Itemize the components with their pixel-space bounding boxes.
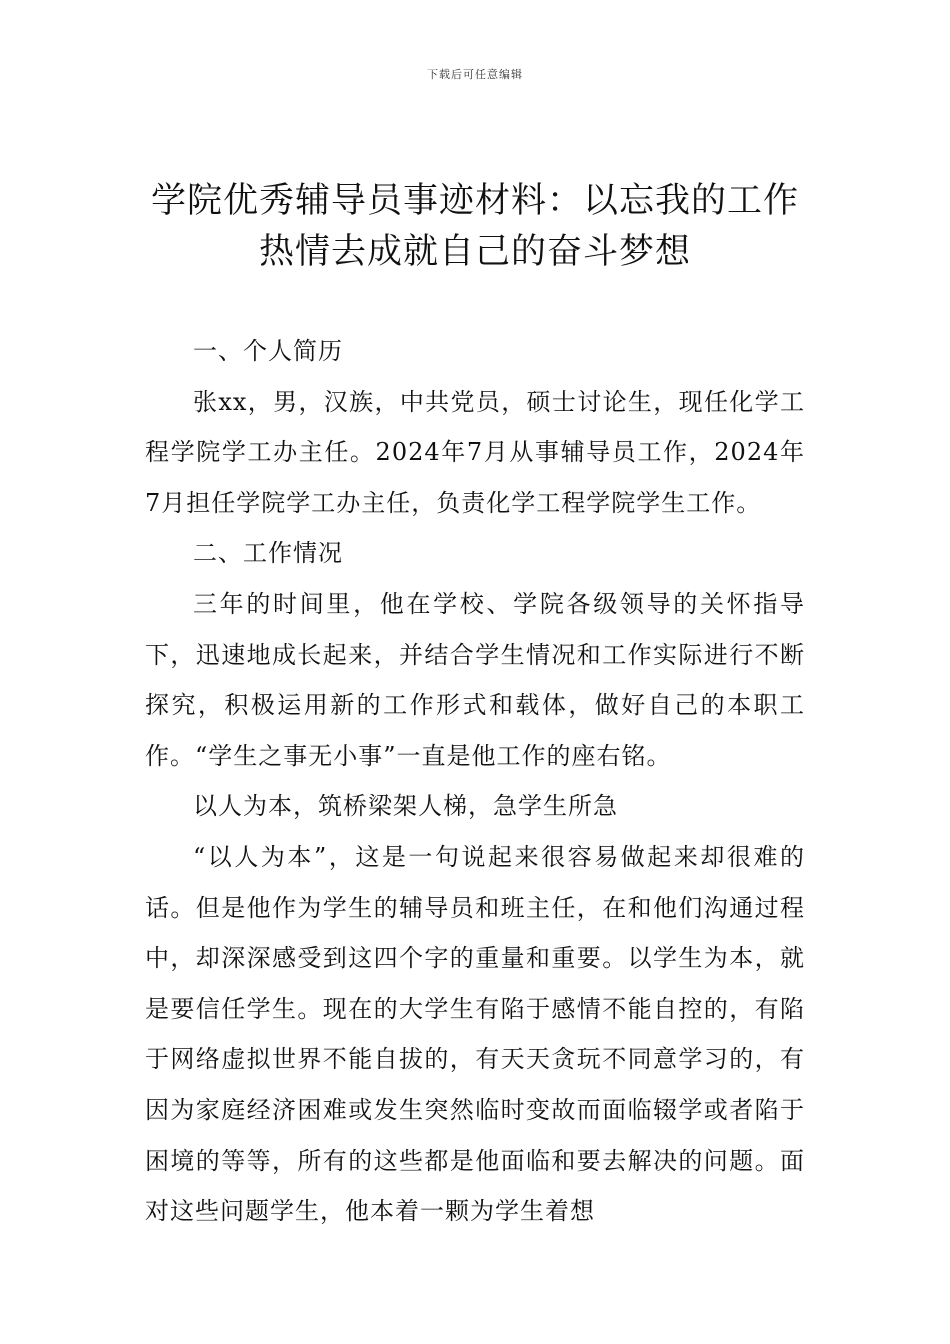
section-heading-resume: 一、个人简历: [193, 337, 343, 365]
title-line-1: 学院优秀辅导员事迹材料：以忘我的工作: [150, 181, 799, 221]
section-heading-work: 二、工作情况: [193, 539, 343, 568]
document-title: [120, 176, 830, 278]
paragraph-resume: 张xx，男，汉族，中共党员，硕士讨论生，现任化学工程学院学工办主任。2024年7月从事辅导员工作，2024年7月担任学院学工办主任，负责化学工程学院学生工作。: [145, 387, 805, 517]
paragraph-work-intro: 三年的时间里，他在学校、学院各级领导的关怀指导下，迅速地成长起来，并结合学生情况和工作实际进行不断探究，积极运用新的工作形式和载体，做好自己的本职工作。“学生之事无小事”一直是他工作的座右铭。: [145, 589, 805, 770]
paragraph-people-oriented: “以人为本”，这是一句说起来很容易做起来却很难的话。但是他作为学生的辅导员和班主任，在和他们沟通过程中，却深深感受到这四个字的重量和重要。以学生为本，就是要信任学生。现在的大学生有陷于感情不能自控的，有陷于网络虚拟世界不能自拔的，有天天贪玩不同意学习的，有因为家庭经济困难或发生突然临时变故而面临辍学或者陷于困境的等等，所有的这些都是他面临和要去解决的问题。面对这些问题学生，他本着一颗为学生着想: [145, 842, 805, 1226]
document-body: [145, 326, 805, 1237]
subheading-people-oriented: 以人为本，筑桥梁架人梯，急学生所急: [193, 792, 618, 821]
header-note: 下载后可任意编辑: [427, 68, 523, 81]
title-line-2: 热情去成就自己的奋斗梦想: [258, 232, 691, 272]
